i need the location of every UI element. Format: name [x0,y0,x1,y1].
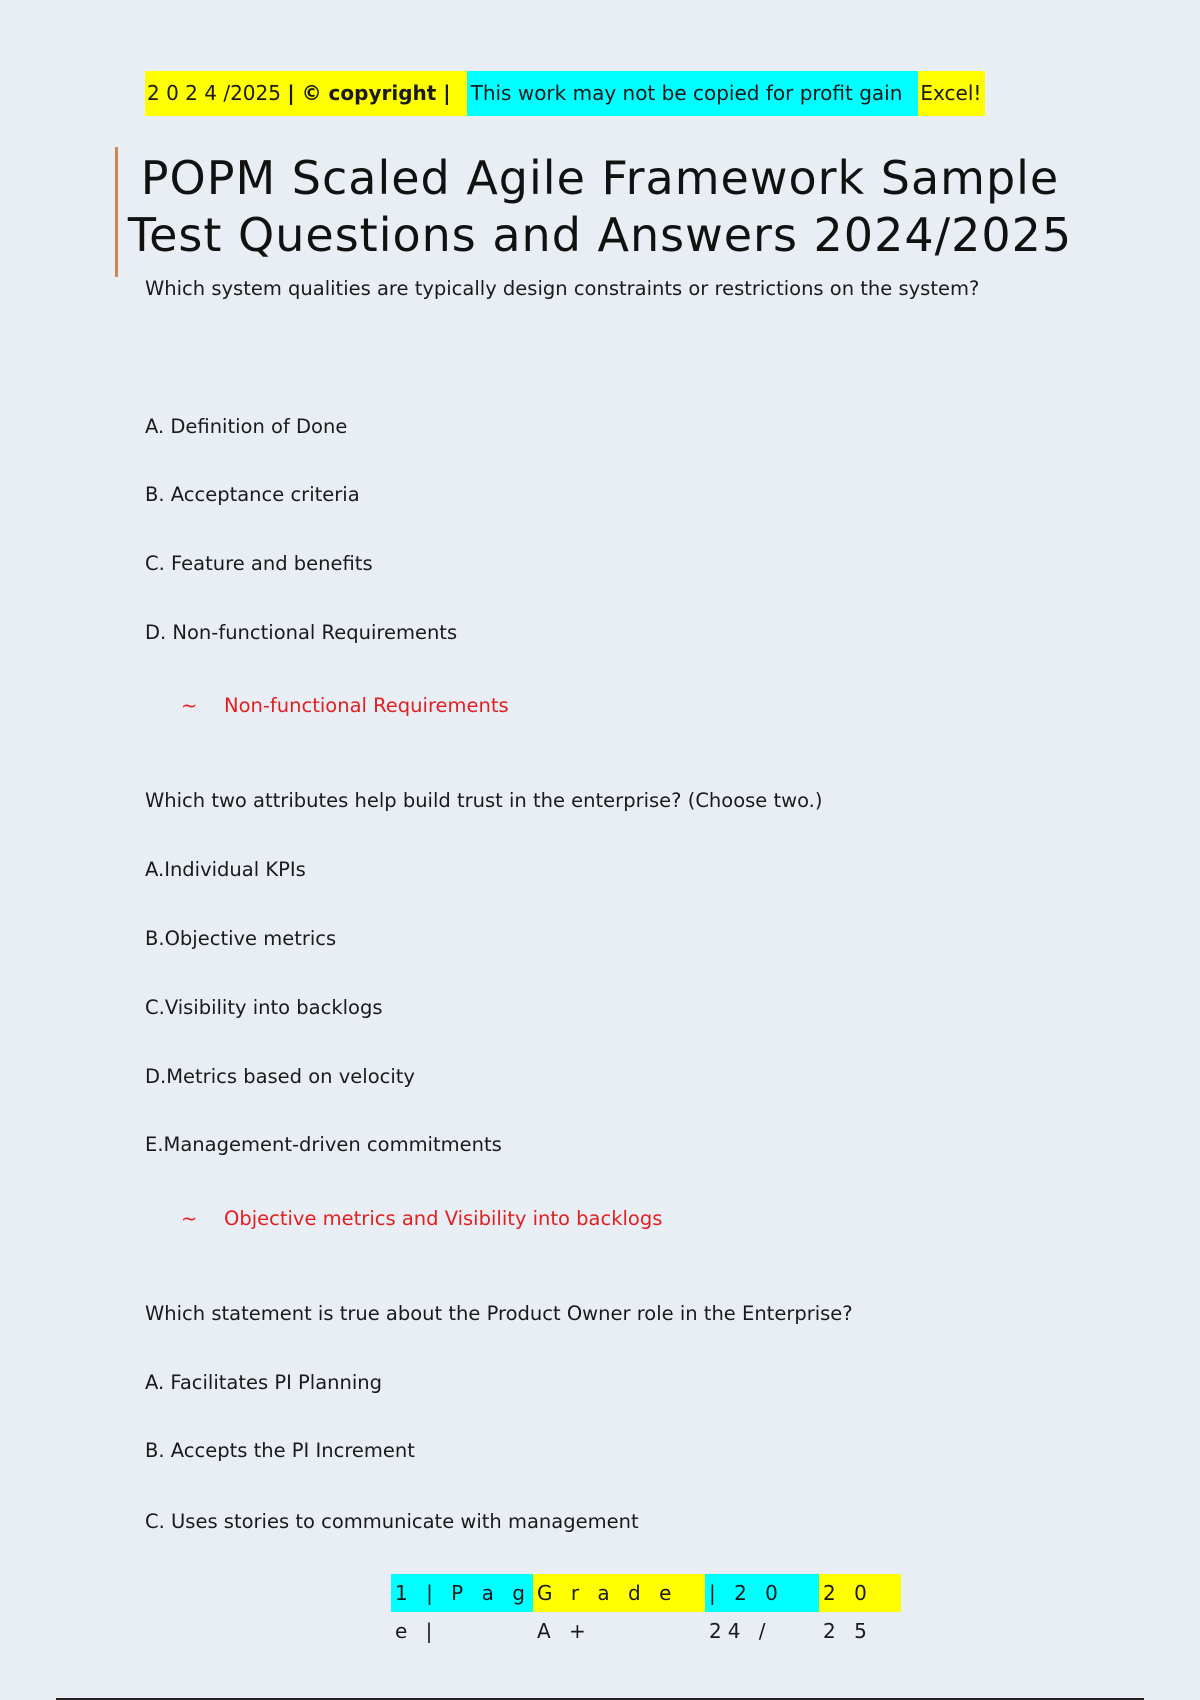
title-accent-bar [115,147,118,277]
header-year: 2 0 2 4 /2025 [147,81,281,105]
header-year-copyright [145,71,467,116]
title-line-1: POPM Scaled Agile Framework Sample [140,151,1060,205]
page-footer [391,1574,901,1643]
header-copyright: | © copyright | [287,81,451,105]
header-notice: This work may not be copied for profit gain [467,71,919,116]
q1-option-d: D. Non-functional Requirements [145,621,458,644]
document-title [120,150,1080,264]
footer-year-b: 2 0 2 5 [819,1574,901,1612]
answer-marker: ~ [181,1207,198,1230]
q2-option-d: D.Metrics based on velocity [145,1065,415,1088]
q3-option-b: B. Accepts the PI Increment [145,1439,415,1462]
title-line-2: Test Questions and Answers 2024/2025 [127,208,1073,262]
q3-option-a: A. Facilitates PI Planning [145,1371,383,1394]
q2-option-c: C.Visibility into backlogs [145,996,383,1019]
q1-option-c: C. Feature and benefits [145,552,373,575]
q2-option-a: A.Individual KPIs [145,858,306,881]
answer-marker: ~ [181,694,198,717]
q1-option-b: B. Acceptance criteria [145,483,360,506]
question-3-text: Which statement is true about the Product Owner role in the Enterprise? [145,1302,853,1325]
header-excel: Excel! [918,71,985,116]
header-banner [145,71,985,116]
q2-option-b: B.Objective metrics [145,927,337,950]
footer-grade: G r a d e A + [533,1574,705,1612]
q2-answer-text: Objective metrics and Visibility into backlogs [224,1207,663,1230]
question-1-text: Which system qualities are typically design constraints or restrictions on the system? [145,277,980,300]
q2-option-e: E.Management-driven commitments [145,1133,502,1156]
footer-year-a: | 2 0 24 / [705,1574,819,1612]
q1-answer-text: Non-functional Requirements [224,694,509,717]
footer-page-number: 1 | P a g e | [391,1574,533,1612]
question-2-text: Which two attributes help build trust in the enterprise? (Choose two.) [145,789,823,812]
q3-option-c: C. Uses stories to communicate with management [145,1510,639,1533]
q1-option-a: A. Definition of Done [145,415,348,438]
